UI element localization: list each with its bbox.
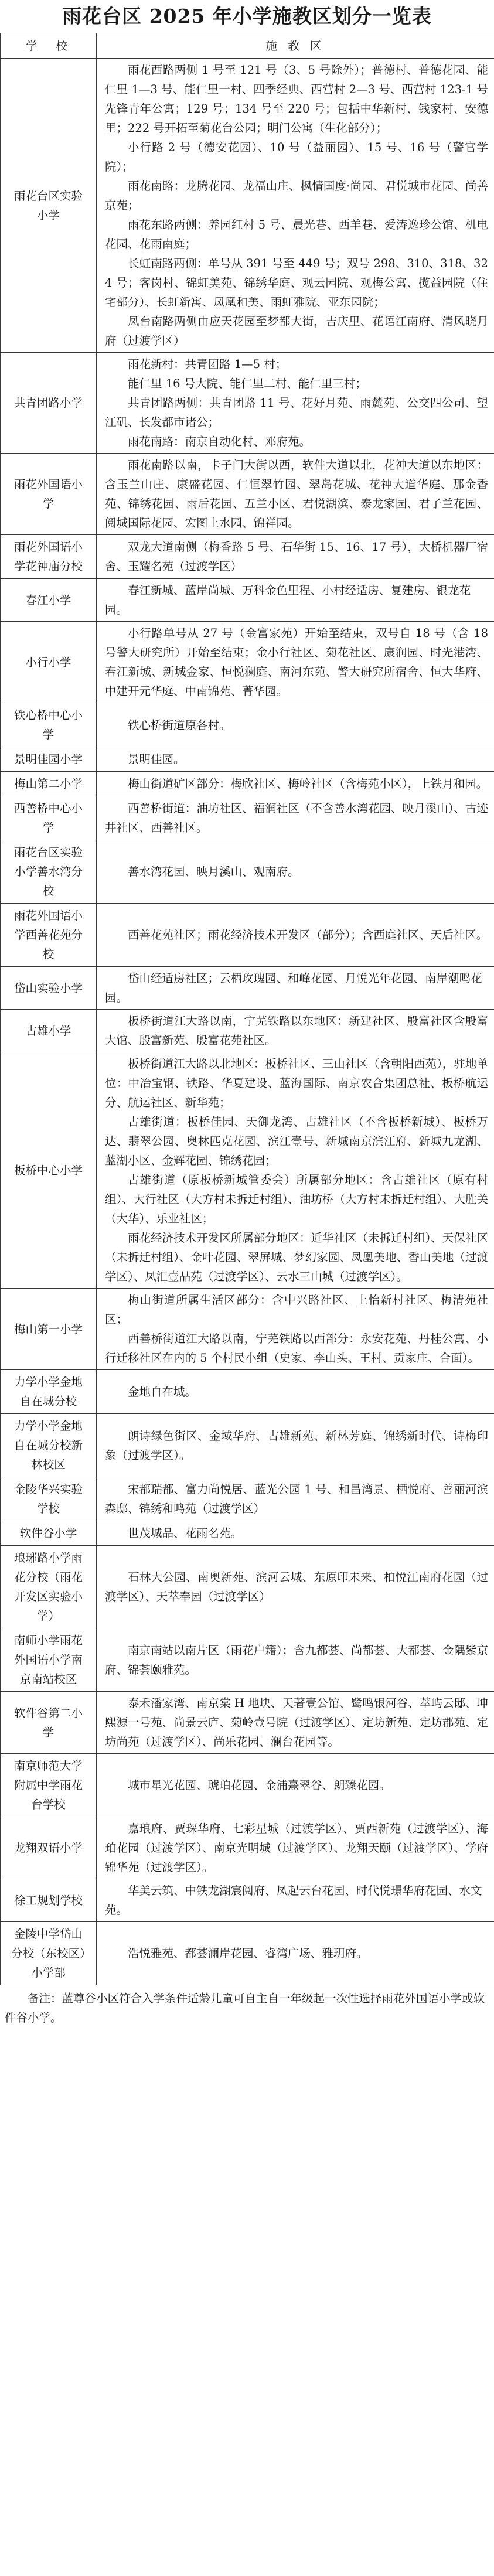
zone-paragraph: 小行路单号从 27 号（金富家苑）开始至结束，双号自 18 号（含 18 号警大研究所）开始至结束；金小行社区、菊花社区、康润园、时光港湾、春江新城、新城金家、恒悦澜庭、南河东苑、警大研究所宿舍、恒大华府、中建开元华庭、中南锦苑、菁华园。 [105, 626, 488, 698]
school-name: 南师小学雨花外国语小学南京南站校区 [1, 1628, 97, 1692]
table-row [1, 1289, 494, 1370]
school-name: 徐工规划学校 [1, 1879, 97, 1922]
zone-description [97, 353, 494, 454]
table-row [1, 1370, 494, 1414]
school-name: 软件谷第二小学 [1, 1692, 97, 1754]
school-name: 力学小学金地自在城分校 [1, 1370, 97, 1414]
zone-description [97, 840, 494, 904]
table-row [1, 1754, 494, 1817]
table-row [1, 1477, 494, 1521]
zone-paragraph: 凤台南路两侧由应天花园至梦都大街，吉庆里、花语江南府、清风晓月府（过渡学区） [105, 315, 488, 347]
zone-paragraph: 能仁里 16 号大院、能仁里二村、能仁里三村； [128, 377, 367, 390]
zone-paragraph: 古雄街道：板桥佳园、天御龙湾、古雄社区（不含板桥新城）、板桥万达、翡翠公园、奥林匹克花园、滨江壹号、新城南京滨江府、新城九龙湖、蓝湖小区、金辉花园、锦绣花园； [105, 1115, 488, 1167]
table-row [1, 1010, 494, 1052]
zone-paragraph: 雨花经济技术开发区所属部分地区：近华社区（未拆迁村组）、天保社区（未拆迁村组）、金叶花园、翠屏城、梦幻家园、凤凰美地、香山美地（过渡学区）、凤汇壹品苑（过渡学区）、云水三山城（过渡学区）。 [105, 1231, 488, 1283]
school-name: 雨花外国语小学 [1, 454, 97, 535]
school-name: 岱山实验小学 [1, 967, 97, 1010]
zone-paragraph: 西善花苑社区；雨花经济技术开发区（部分）；含西庭社区、天后社区。 [128, 928, 488, 942]
table-row [1, 535, 494, 579]
table-row [1, 59, 494, 353]
zone-paragraph: 南京南站以南片区（雨花户籍）；含九都荟、尚都荟、大都荟、金隅紫京府、锦荟颐雅苑。 [105, 1643, 488, 1677]
school-name: 软件谷小学 [1, 1521, 97, 1546]
table-row [1, 454, 494, 535]
zone-description [97, 622, 494, 703]
zone-paragraph: 西善桥街道江大路以南，宁芜铁路以西部分：永安花苑、丹桂公寓、小行迁移社区在内的 5 个村民小组（史家、李山头、王村、贡家庄、合面）。 [105, 1332, 488, 1365]
zone-description [97, 1477, 494, 1521]
zone-paragraph: 板桥街道江大路以南，宁芜铁路以东地区：新建社区、殷富社区含殷富大馆、殷富新苑、殷富花苑社区。 [105, 1014, 488, 1047]
table-row [1, 703, 494, 747]
table-row [1, 1879, 494, 1922]
school-name: 雨花台区实验小学 [1, 59, 97, 353]
school-name: 雨花外国语小学花神庙分校 [1, 535, 97, 579]
zone-description [97, 1879, 494, 1922]
school-name: 龙翔双语小学 [1, 1817, 97, 1879]
zone-description [97, 703, 494, 747]
zone-paragraph: 雨花南路：龙腾花园、龙福山庄、枫情国度·尚园、君悦城市花园、尚善京苑； [105, 179, 488, 212]
school-name: 雨花台区实验小学善水湾分校 [1, 840, 97, 904]
zone-description [97, 579, 494, 622]
zone-description [97, 1052, 494, 1289]
zone-description [97, 1754, 494, 1817]
zone-description [97, 747, 494, 772]
zone-paragraph: 浩悦雅苑、都荟澜岸花园、睿湾广场、雅玥府。 [128, 1947, 368, 1960]
zone-paragraph: 梅山街道所属生活区部分：含中兴路社区、上怡新村社区、梅清苑社区； [105, 1293, 488, 1326]
zone-description [97, 1817, 494, 1879]
zone-paragraph: 岱山经适房社区；云栖玫瑰园、和峰花园、月悦光年花园、南岸潮鸣花园。 [105, 972, 482, 1004]
table-row [1, 840, 494, 904]
school-name: 古雄小学 [1, 1010, 97, 1052]
table-row [1, 1546, 494, 1628]
zone-paragraph: 小行路 2 号（德安花园）、10 号（益丽园）、15 号、16 号（警官学院）； [105, 141, 488, 173]
zone-paragraph: 双龙大道南侧（梅香路 5 号、石华街 15、16、17 号），大桥机器厂宿舍、玉耀名苑（过渡学区） [105, 540, 488, 573]
zone-paragraph: 雨花西路两侧 1 号至 121 号（3、5 号除外）；普德村、普德花园、能仁里 1—3 号、能仁里一村、四季经典、西营村 2—3 号、西营村 123-1 号先锋青年公寓；129 号；134 号至 220 号；包括中华新村、钱家村、安德里；222 号开拓至菊花台公园；明门公寓（生化部分）； [105, 63, 488, 135]
school-name: 琅琊路小学雨花分校（雨花开发区实验小学） [1, 1546, 97, 1628]
zone-paragraph: 嘉琅府、贾琛华府、七彩星城（过渡学区）、贾西新苑（过渡学区）、海珀花园（过渡学区）、南京光明城（过渡学区）、龙翔天颐（过渡学区）、学府锦华苑（过渡学区）。 [105, 1822, 488, 1874]
zone-paragraph: 古雄街道（原板桥新城管委会）所属部分地区：含古雄社区（原有村组）、大行社区（大方村未拆迁村组）、油坊桥（大方村未拆迁村组）、大胜关（大华）、乐业社区； [105, 1173, 488, 1225]
zone-description [97, 1628, 494, 1692]
school-name: 梅山第二小学 [1, 772, 97, 796]
school-name: 小行小学 [1, 622, 97, 703]
table-row [1, 1692, 494, 1754]
school-name: 金陵中学岱山分校（东校区）小学部 [1, 1922, 97, 1985]
zone-description [97, 454, 494, 535]
zone-description [97, 1289, 494, 1370]
zone-paragraph: 华美云筑、中铁龙湖宸阅府、凤起云台花园、时代悦璟华府花园、水文苑。 [105, 1884, 482, 1917]
zone-paragraph: 雨花南路以南，卡子门大街以西，软件大道以北，花神大道以东地区：含玉兰山庄、康盛花园、仁恒翠竹园、翠岛花城、花神大道华庭、那金香苑、锦绣花园、雨后花园、五兰小区、君悦湖滨、泰龙家园、君子兰花园、阅城国际花园、宏图上水园、锦祥园。 [105, 458, 488, 530]
zone-description [97, 59, 494, 353]
table-header-row [1, 33, 494, 59]
zone-description [97, 1010, 494, 1052]
zone-description [97, 796, 494, 840]
zone-description [97, 1521, 494, 1546]
zone-description [97, 904, 494, 967]
header-zone: 施 教 区 [97, 33, 494, 59]
school-name: 金陵华兴实验学校 [1, 1477, 97, 1521]
zone-description [97, 1922, 494, 1985]
zone-paragraph: 长虹南路两侧：单号从 391 号至 449 号；双号 298、310、318、324 号；客岗村、锦虹美苑、锦绣华庭、观云园院、观梅公寓、揽益园院（住宅部分）、长虹新寓、凤凰和美、雨虹雅院、亚东园院； [105, 257, 488, 309]
table-row [1, 1817, 494, 1879]
zone-description [97, 1692, 494, 1754]
table-row [1, 772, 494, 796]
zone-description [97, 1370, 494, 1414]
table-row [1, 1052, 494, 1289]
table-row [1, 796, 494, 840]
zone-paragraph: 城市星光花园、琥珀花园、金浦熹翠谷、朗臻花园。 [128, 1778, 391, 1792]
school-name: 铁心桥中心小学 [1, 703, 97, 747]
zone-paragraph: 春江新城、蓝岸尚城、万科金色里程、小村经适房、复建房、银龙花园。 [105, 584, 471, 616]
zone-paragraph: 共青团路两侧：共青团路 11 号、花好月苑、雨麓苑、公交四公司、望江矶、长发都市诸公； [105, 396, 488, 429]
table-row [1, 1521, 494, 1546]
table-row [1, 622, 494, 703]
zone-description [97, 535, 494, 579]
zone-paragraph: 宋都瑞都、富力尚悦居、蓝光公园 1 号、和昌湾景、栖悦府、善丽河滨森邸、锦绣和鸣苑（过渡学区） [105, 1483, 488, 1515]
table-row [1, 1414, 494, 1477]
school-name: 力学小学金地自在城分校新林校区 [1, 1414, 97, 1477]
table-row [1, 904, 494, 967]
table-row [1, 353, 494, 454]
zone-paragraph: 金地自在城。 [128, 1385, 197, 1399]
zone-paragraph: 善水湾花园、映月溪山、观南府。 [128, 865, 299, 878]
zone-paragraph: 雨花南路：南京自动化村、邓府苑。 [128, 435, 311, 448]
page-title: 雨花台区 2025 年小学施教区划分一览表 [62, 5, 432, 28]
zone-paragraph: 铁心桥街道原各村。 [128, 718, 231, 732]
table-row [1, 579, 494, 622]
zone-paragraph: 西善桥街道：油坊社区、福润社区（不含善水湾花园、映月溪山）、古迹井社区、西善社区。 [105, 802, 488, 834]
zone-description [97, 1414, 494, 1477]
zone-paragraph: 板桥街道江大路以北地区：板桥社区、三山社区（含朝阳西苑），驻地单位：中冶宝钢、铁路、华夏建设、蓝海国际、南京农合集团总社、板桥航运分、航运社区、新华苑； [105, 1057, 488, 1109]
zone-paragraph: 朗诗绿色街区、金域华府、古雄新苑、新林芳庭、锦绣新时代、诗梅印象（过渡学区）。 [105, 1429, 488, 1462]
school-name: 西善桥中心小学 [1, 796, 97, 840]
school-name: 雨花外国语小学西善花苑分校 [1, 904, 97, 967]
table-row [1, 747, 494, 772]
school-zone-table [0, 33, 494, 1985]
header-school: 学 校 [1, 33, 97, 59]
school-name: 南京师范大学附属中学雨花台学校 [1, 1754, 97, 1817]
zone-paragraph: 泰禾潘家湾、南京棠 H 地块、天著壹公馆、鹭鸣银河谷、萃屿云邸、坤熙源一号苑、尚景云庐、菊岭壹号院（过渡学区）、定坊新苑、定坊郡苑、定坊尚苑（过渡学区）、尚乐花园、澜台花园等。 [105, 1696, 488, 1749]
school-name: 共青团路小学 [1, 353, 97, 454]
table-row [1, 967, 494, 1010]
table-row [1, 1628, 494, 1692]
school-name: 景明佳园小学 [1, 747, 97, 772]
zone-paragraph: 雨花东路两侧：养园红村 5 号、晨光巷、西羊巷、爱涛逸珍公馆、机电花园、花雨南庭； [105, 218, 488, 251]
zone-paragraph: 梅山街道矿区部分：梅欣社区、梅岭社区（含梅苑小区），上铁月和园。 [128, 777, 488, 790]
zone-paragraph: 雨花新村：共青团路 1—5 村； [128, 357, 287, 371]
school-name: 板桥中心小学 [1, 1052, 97, 1289]
zone-description [97, 1546, 494, 1628]
school-name: 梅山第一小学 [1, 1289, 97, 1370]
school-name: 春江小学 [1, 579, 97, 622]
footnote: 备注：蓝尊谷小区符合入学条件适龄儿童可自主自一年级起一次性选择雨花外国语小学或软件谷小学。 [5, 1992, 485, 2025]
zone-paragraph: 世茂城品、花雨名苑。 [128, 1526, 243, 1540]
zone-description [97, 772, 494, 796]
table-row [1, 1922, 494, 1985]
zone-paragraph: 景明佳园。 [128, 752, 185, 766]
zone-paragraph: 石林大公园、南奥新苑、滨河云城、东原印未来、柏悦江南府花园（过渡学区）、天萃奉园（过渡学区） [105, 1570, 488, 1603]
zone-description [97, 967, 494, 1010]
